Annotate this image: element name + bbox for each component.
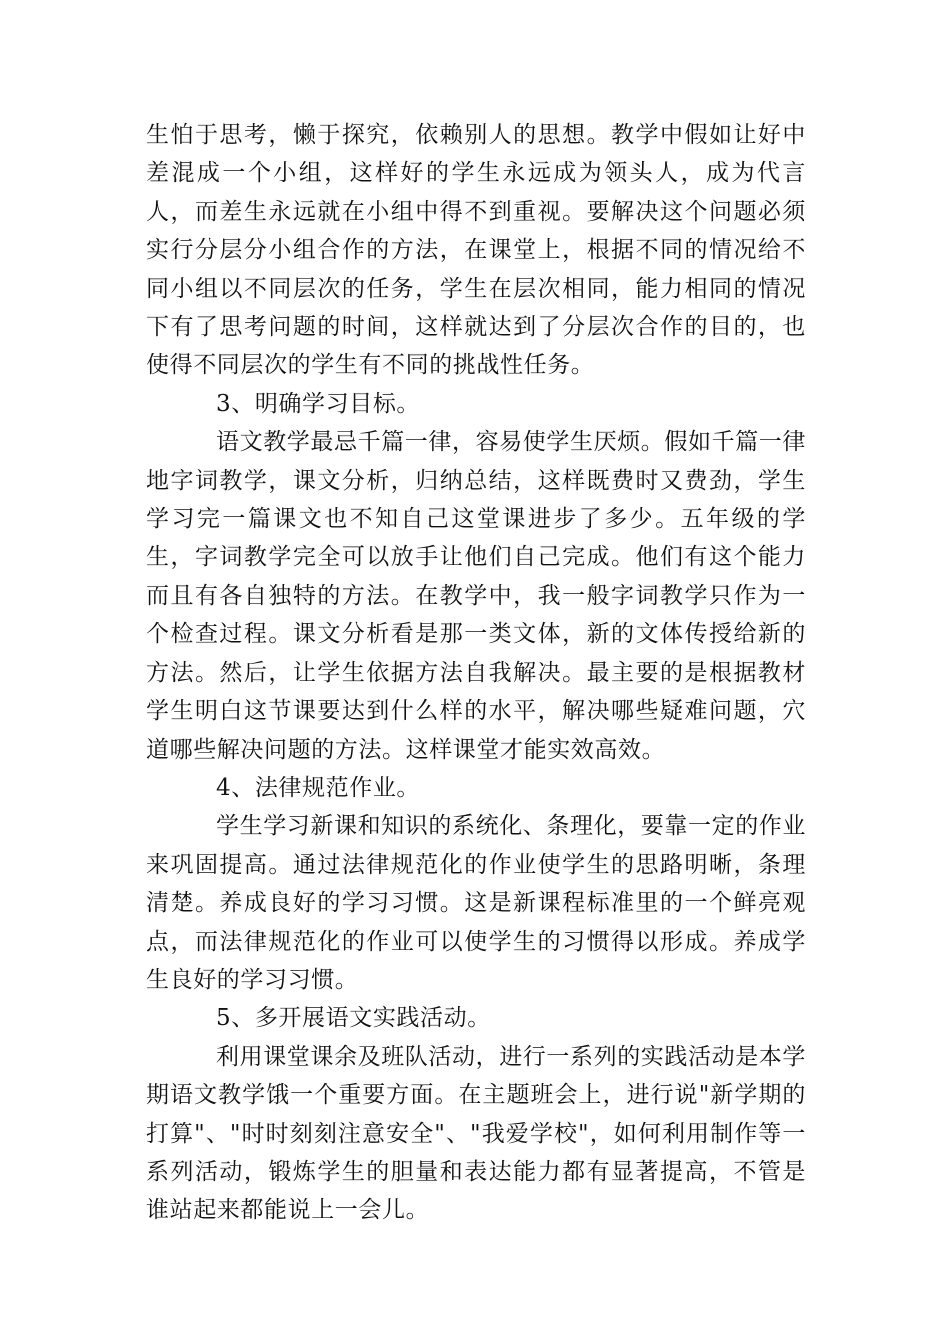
document-page bbox=[146, 116, 806, 1230]
heading-clear-learning-goals: 3、明确学习目标。 bbox=[216, 390, 421, 417]
paragraph-standardized-homework: 学生学习新课和知识的系统化、条理化，要靠一定的作业来巩固提高。通过法律规范化的作业使学生的思路明晰，条理清楚。养成良好的学习习惯。这是新课程标准里的一个鲜亮观点，而法律规范化的作业可以使学生的习惯得以形成。养成学生良好的学习习惯。 bbox=[146, 813, 806, 993]
paragraph-practice-activities: 利用课堂课余及班队活动，进行一系列的实践活动是本学期语文教学饿一个重要方面。在主题班会上，进行说"新学期的打算"、"时时刻刻注意安全"、"我爱学校"，如何利用制作等一系列活动，锻炼学生的胆量和表达能力都有显著提高，不管是谁站起来都能说上一会儿。 bbox=[146, 1043, 806, 1224]
paragraph-learning-goals: 语文教学最忌千篇一律，容易使学生厌烦。假如千篇一律地字词教学，课文分析，归纳总结，这样既费时又费劲，学生学习完一篇课文也不知自己这堂课进步了多少。五年级的学生，字词教学完全可以放手让他们自己完成。他们有这个能力而且有各自独特的方法。在教学中，我一般字词教学只作为一个检查过程。课文分析看是那一类文体，新的文体传授给新的方法。然后，让学生依据方法自我解决。最主要的是根据教材学生明白这节课要达到什么样的水平，解决哪些疑难问题，穴道哪些解决问题的方法。这样课堂才能实效高效。 bbox=[146, 429, 806, 763]
paragraph-continuation: 生怕于思考，懒于探究，依赖别人的思想。教学中假如让好中差混成一个小组，这样好的学生永远成为领头人，成为代言人，而差生永远就在小组中得不到重视。要解决这个问题必须实行分层分小组合作的方法，在课堂上，根据不同的情况给不同小组以不同层次的任务，学生在层次相同，能力相同的情况下有了思考问题的时间，这样就达到了分层次合作的目的，也使得不同层次的学生有不同的挑战性任务。 bbox=[146, 122, 806, 379]
heading-standardized-homework: 4、法律规范作业。 bbox=[216, 774, 421, 801]
heading-practice-activities: 5、多开展语文实践活动。 bbox=[216, 1005, 491, 1032]
